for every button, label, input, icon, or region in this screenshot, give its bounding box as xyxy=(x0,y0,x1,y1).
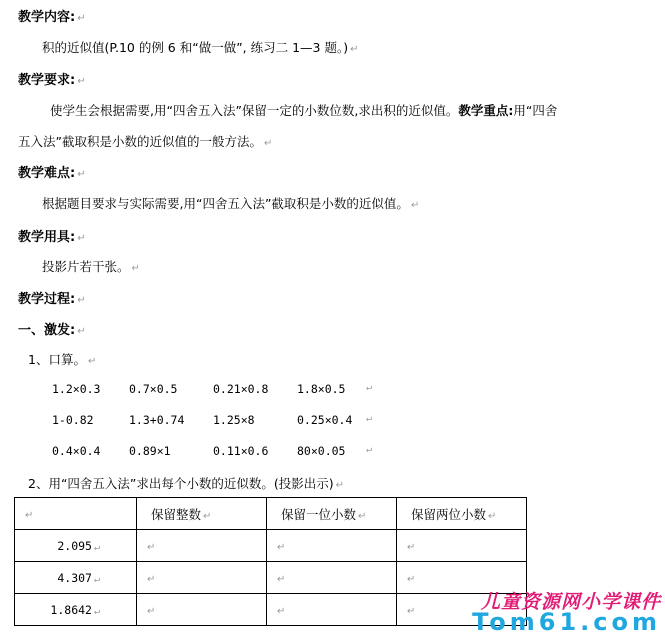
oral-calc-item: 0.21×0.8 xyxy=(213,382,269,396)
oral-calc-item: 0.25×0.4 xyxy=(297,413,353,427)
teaching-requirements-line2: 五入法”截取积是小数的近似值的一般方法。 ↵ xyxy=(18,134,273,149)
teaching-content-text: 积的近似值(P.10 的例 6 和“做一做”, 练习二 1—3 题。) ↵ xyxy=(42,40,359,55)
oral-calc-item: 1-0.82 xyxy=(52,413,94,427)
watermark-domain: Tom61.com xyxy=(472,608,661,636)
site-watermark xyxy=(472,587,661,636)
heading-teaching-tools: 教学用具: ↵ xyxy=(18,230,86,245)
table-row xyxy=(15,594,527,626)
item-oral-calc: 1、口算。 ↵ xyxy=(28,352,97,367)
oral-calc-item: 1.3+0.74 xyxy=(129,413,185,427)
table-row xyxy=(15,530,527,562)
oral-calc-item: 80×0.05 xyxy=(297,444,346,458)
teaching-difficulty-text: 根据题目要求与实际需要,用“四舍五入法”截取积是小数的近似值。 ↵ xyxy=(42,196,420,211)
table-cell: ↵ xyxy=(137,594,267,626)
watermark-site-name: 儿童资源网小学课件 xyxy=(480,591,661,613)
heading-teaching-process: 教学过程: ↵ xyxy=(18,292,86,307)
heading-teaching-requirements: 教学要求: ↵ xyxy=(18,73,86,88)
table-header-cell: 保留一位小数 ↵ xyxy=(267,498,397,530)
table-cell-number: 4.307 ↵ xyxy=(15,562,137,594)
table-header-row xyxy=(15,498,527,530)
table-header-cell: 保留整数 ↵ xyxy=(137,498,267,530)
table-cell: ↵ xyxy=(137,530,267,562)
teaching-requirements-line1: 使学生会根据需要,用“四舍五入法”保留一定的小数位数,求出积的近似值。教学重点:用“四舍 xyxy=(50,103,558,118)
oral-calc-item: 1.8×0.5 xyxy=(297,382,346,396)
oral-calc-item: 1.2×0.3 xyxy=(52,382,101,396)
table-cell: ↵ xyxy=(397,562,527,594)
table-cell-number: 2.095 ↵ xyxy=(15,530,137,562)
table-cell: ↵ xyxy=(397,594,527,626)
heading-teaching-difficulty: 教学难点: ↵ xyxy=(18,166,86,181)
oral-calc-item: 0.11×0.6 xyxy=(213,444,269,458)
table-cell: ↵ xyxy=(267,530,397,562)
table-cell: ↵ xyxy=(267,562,397,594)
table-header-cell: ↵ xyxy=(15,498,137,530)
teaching-focus-label: 教学重点: xyxy=(458,103,514,118)
table-cell: ↵ xyxy=(137,562,267,594)
heading-teaching-content: 教学内容: ↵ xyxy=(18,10,86,25)
heading-step-one: 一、激发: ↵ xyxy=(18,323,86,338)
table-row xyxy=(15,562,527,594)
table-cell: ↵ xyxy=(267,594,397,626)
item-approximation: 2、用“四舍五入法”求出每个小数的近似数。(投影出示) ↵ xyxy=(28,476,345,491)
oral-calc-item: 0.89×1 xyxy=(129,444,171,458)
oral-calc-item: 0.7×0.5 xyxy=(129,382,178,396)
table-header-cell: 保留两位小数 ↵ xyxy=(397,498,527,530)
approximation-table xyxy=(14,497,527,626)
table-cell: ↵ xyxy=(397,530,527,562)
teaching-tools-text: 投影片若干张。 ↵ xyxy=(42,259,140,274)
table-cell-number: 1.8642 ↵ xyxy=(15,594,137,626)
oral-calc-item: 1.25×8 xyxy=(213,413,255,427)
oral-calc-item: 0.4×0.4 xyxy=(52,444,101,458)
